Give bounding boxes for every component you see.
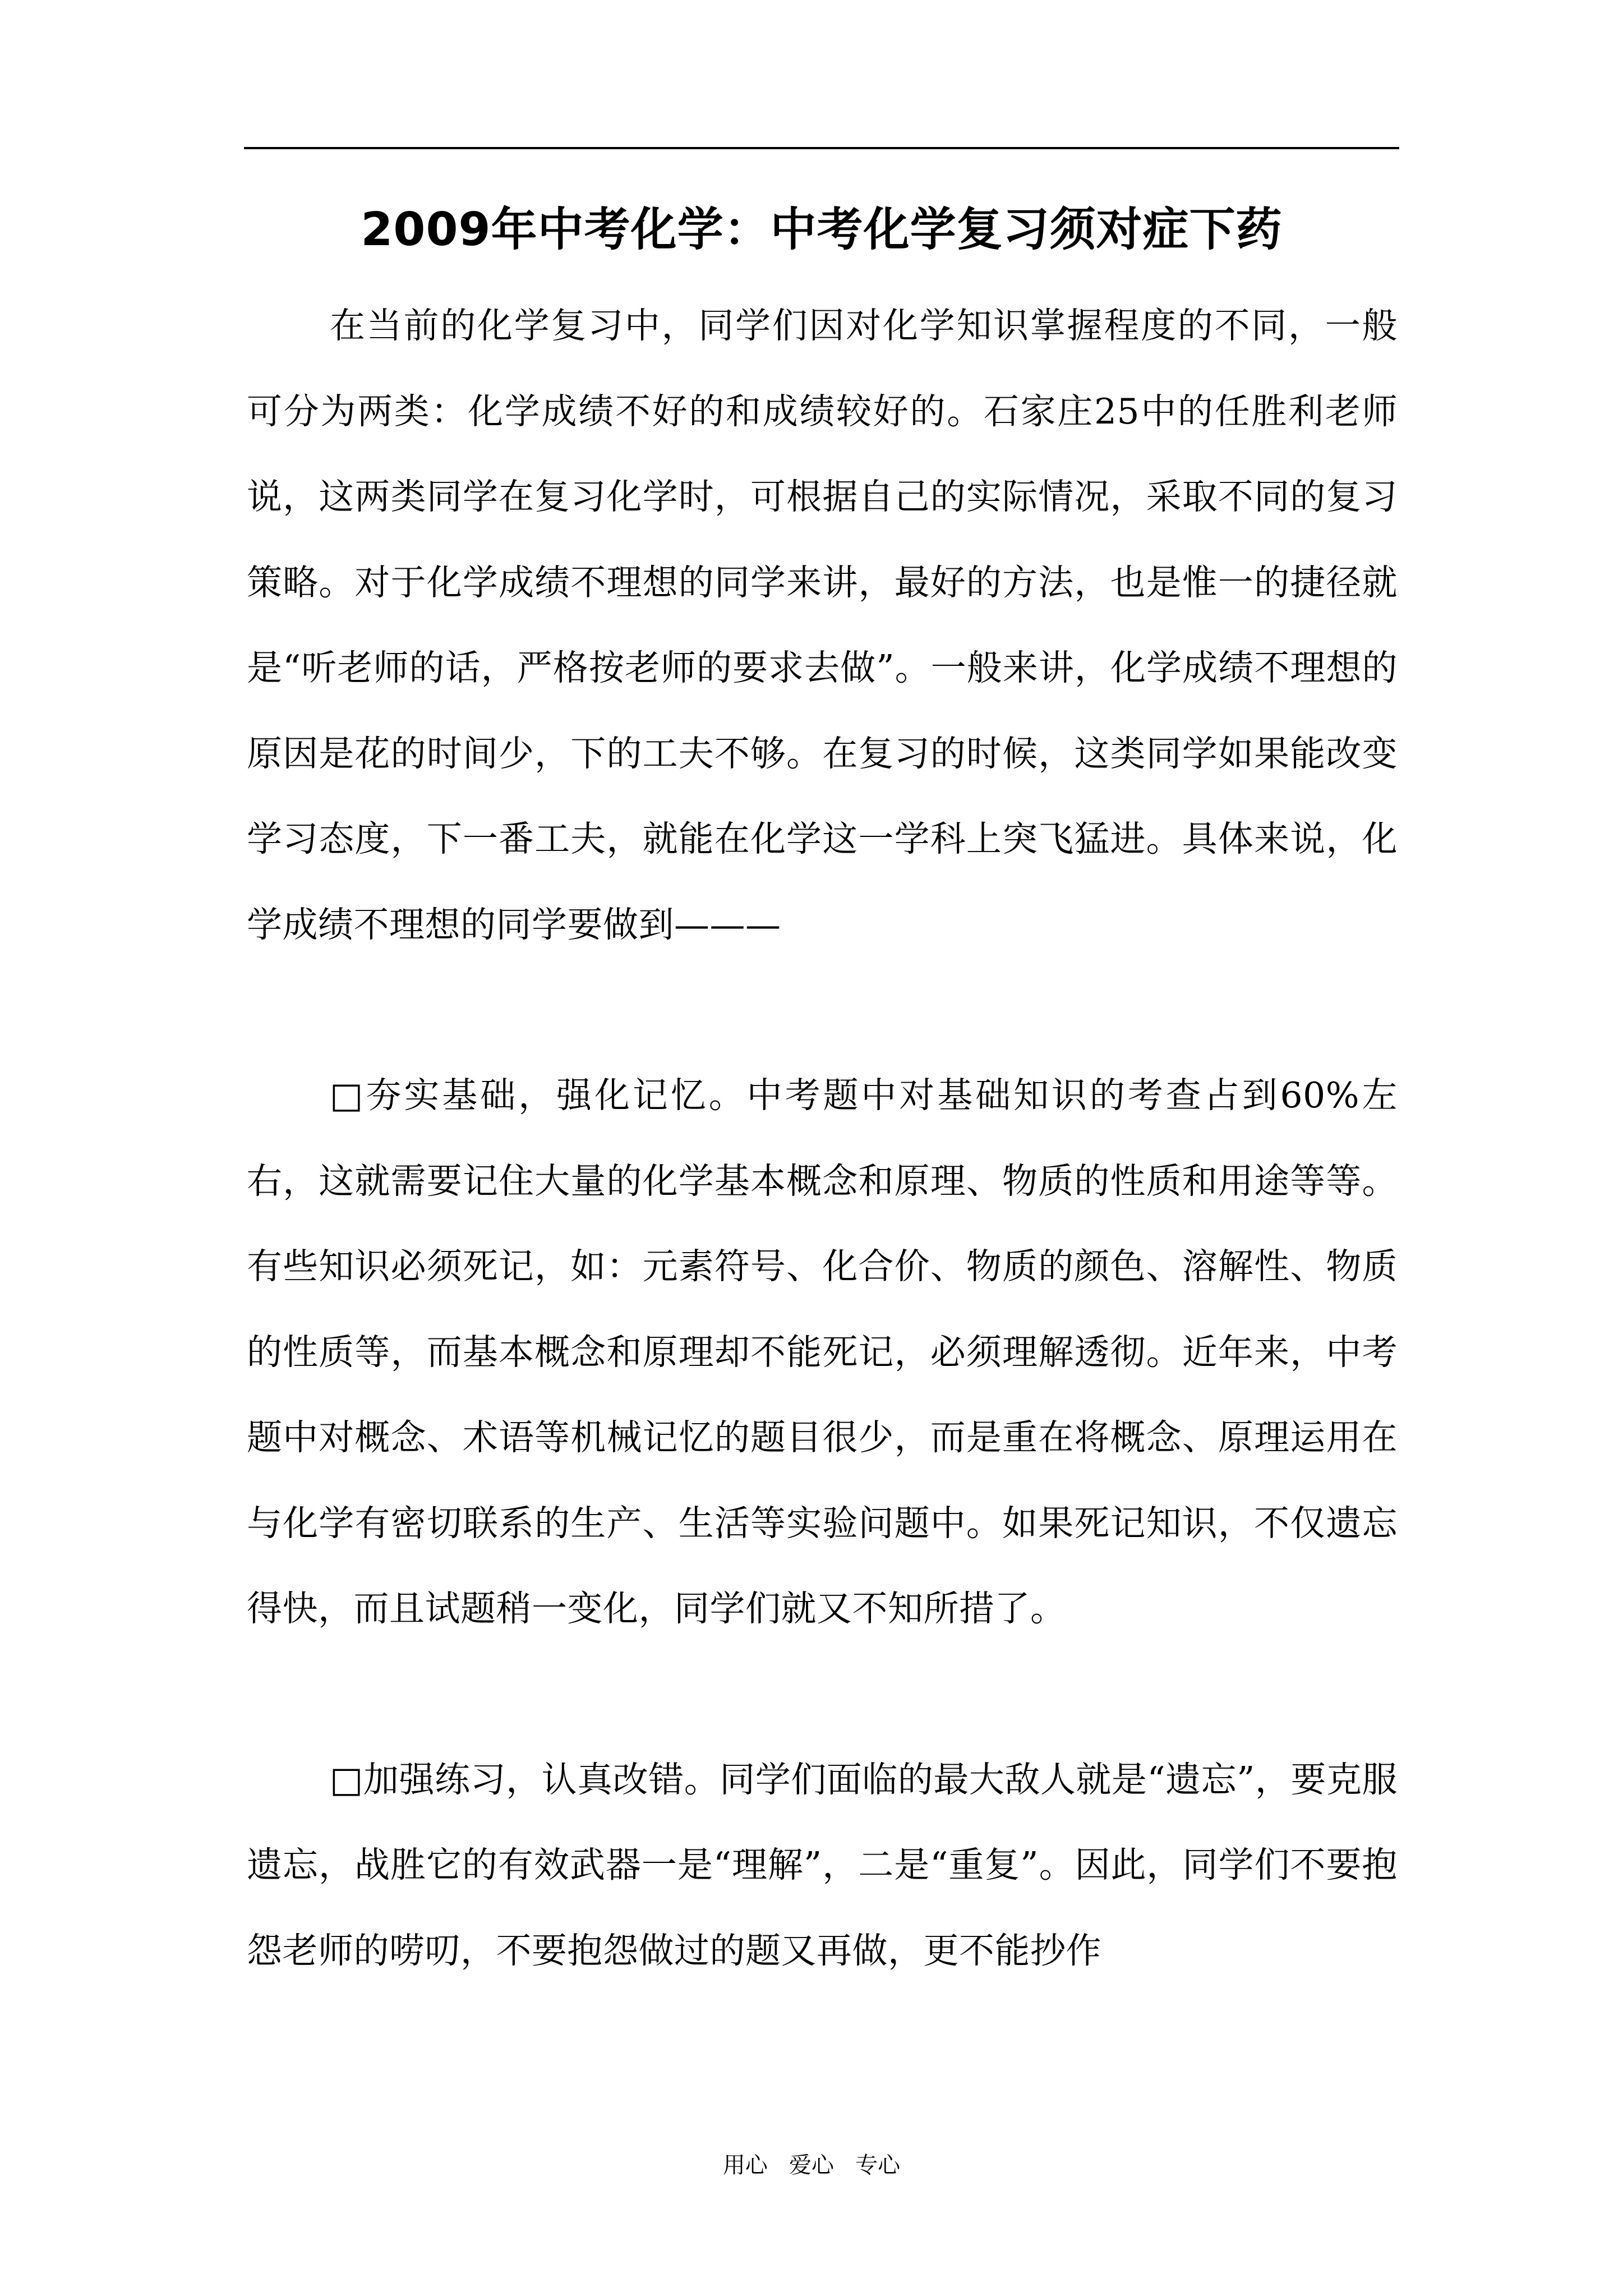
document-body [247,283,1398,1994]
page-footer: 用心 爱心 专心 [722,2152,901,2178]
document-title: 2009年中考化学：中考化学复习须对症下药 [361,203,1283,256]
paragraph-foundation: □夯实基础，强化记忆。中考题中对基础知识的考查占到60%左右，这就需要记住大量的化学基本概念和原理、物质的性质和用途等等。有些知识必须死记，如：元素符号、化合价、物质的颜色、溶解性、物质的性质等，而基本概念和原理却不能死记，必须理解透彻。近年来，中考题中对概念、术语等机械记忆的题目很少，而是重在将概念、原理运用在与化学有密切联系的生产、生活等实验问题中。如果死记知识，不仅遗忘得快，而且试题稍一变化，同学们就又不知所措了。 [247,1075,1398,1629]
paragraph-intro: 在当前的化学复习中，同学们因对化学知识掌握程度的不同，一般可分为两类：化学成绩不好的和成绩较好的。石家庄25中的任胜利老师说，这两类同学在复习化学时，可根据自己的实际情况，采取不同的复习策略。对于化学成绩不理想的同学来讲，最好的方法，也是惟一的捷径就是“听老师的话，严格按老师的要求去做”。一般来讲，化学成绩不理想的原因是花的时间少，下的工夫不够。在复习的时候，这类同学如果能改变学习态度，下一番工夫，就能在化学这一学科上突飞猛进。具体来说，化学成绩不理想的同学要做到——— [247,305,1398,945]
header-rule [244,147,1399,149]
paragraph-practice: □加强练习，认真改错。同学们面临的最大敌人就是“遗忘”，要克服遗忘，战胜它的有效武器一是“理解”，二是“重复”。因此，同学们不要抱怨老师的唠叨，不要抱怨做过的题又再做，更不能抄作 [247,1759,1398,1971]
